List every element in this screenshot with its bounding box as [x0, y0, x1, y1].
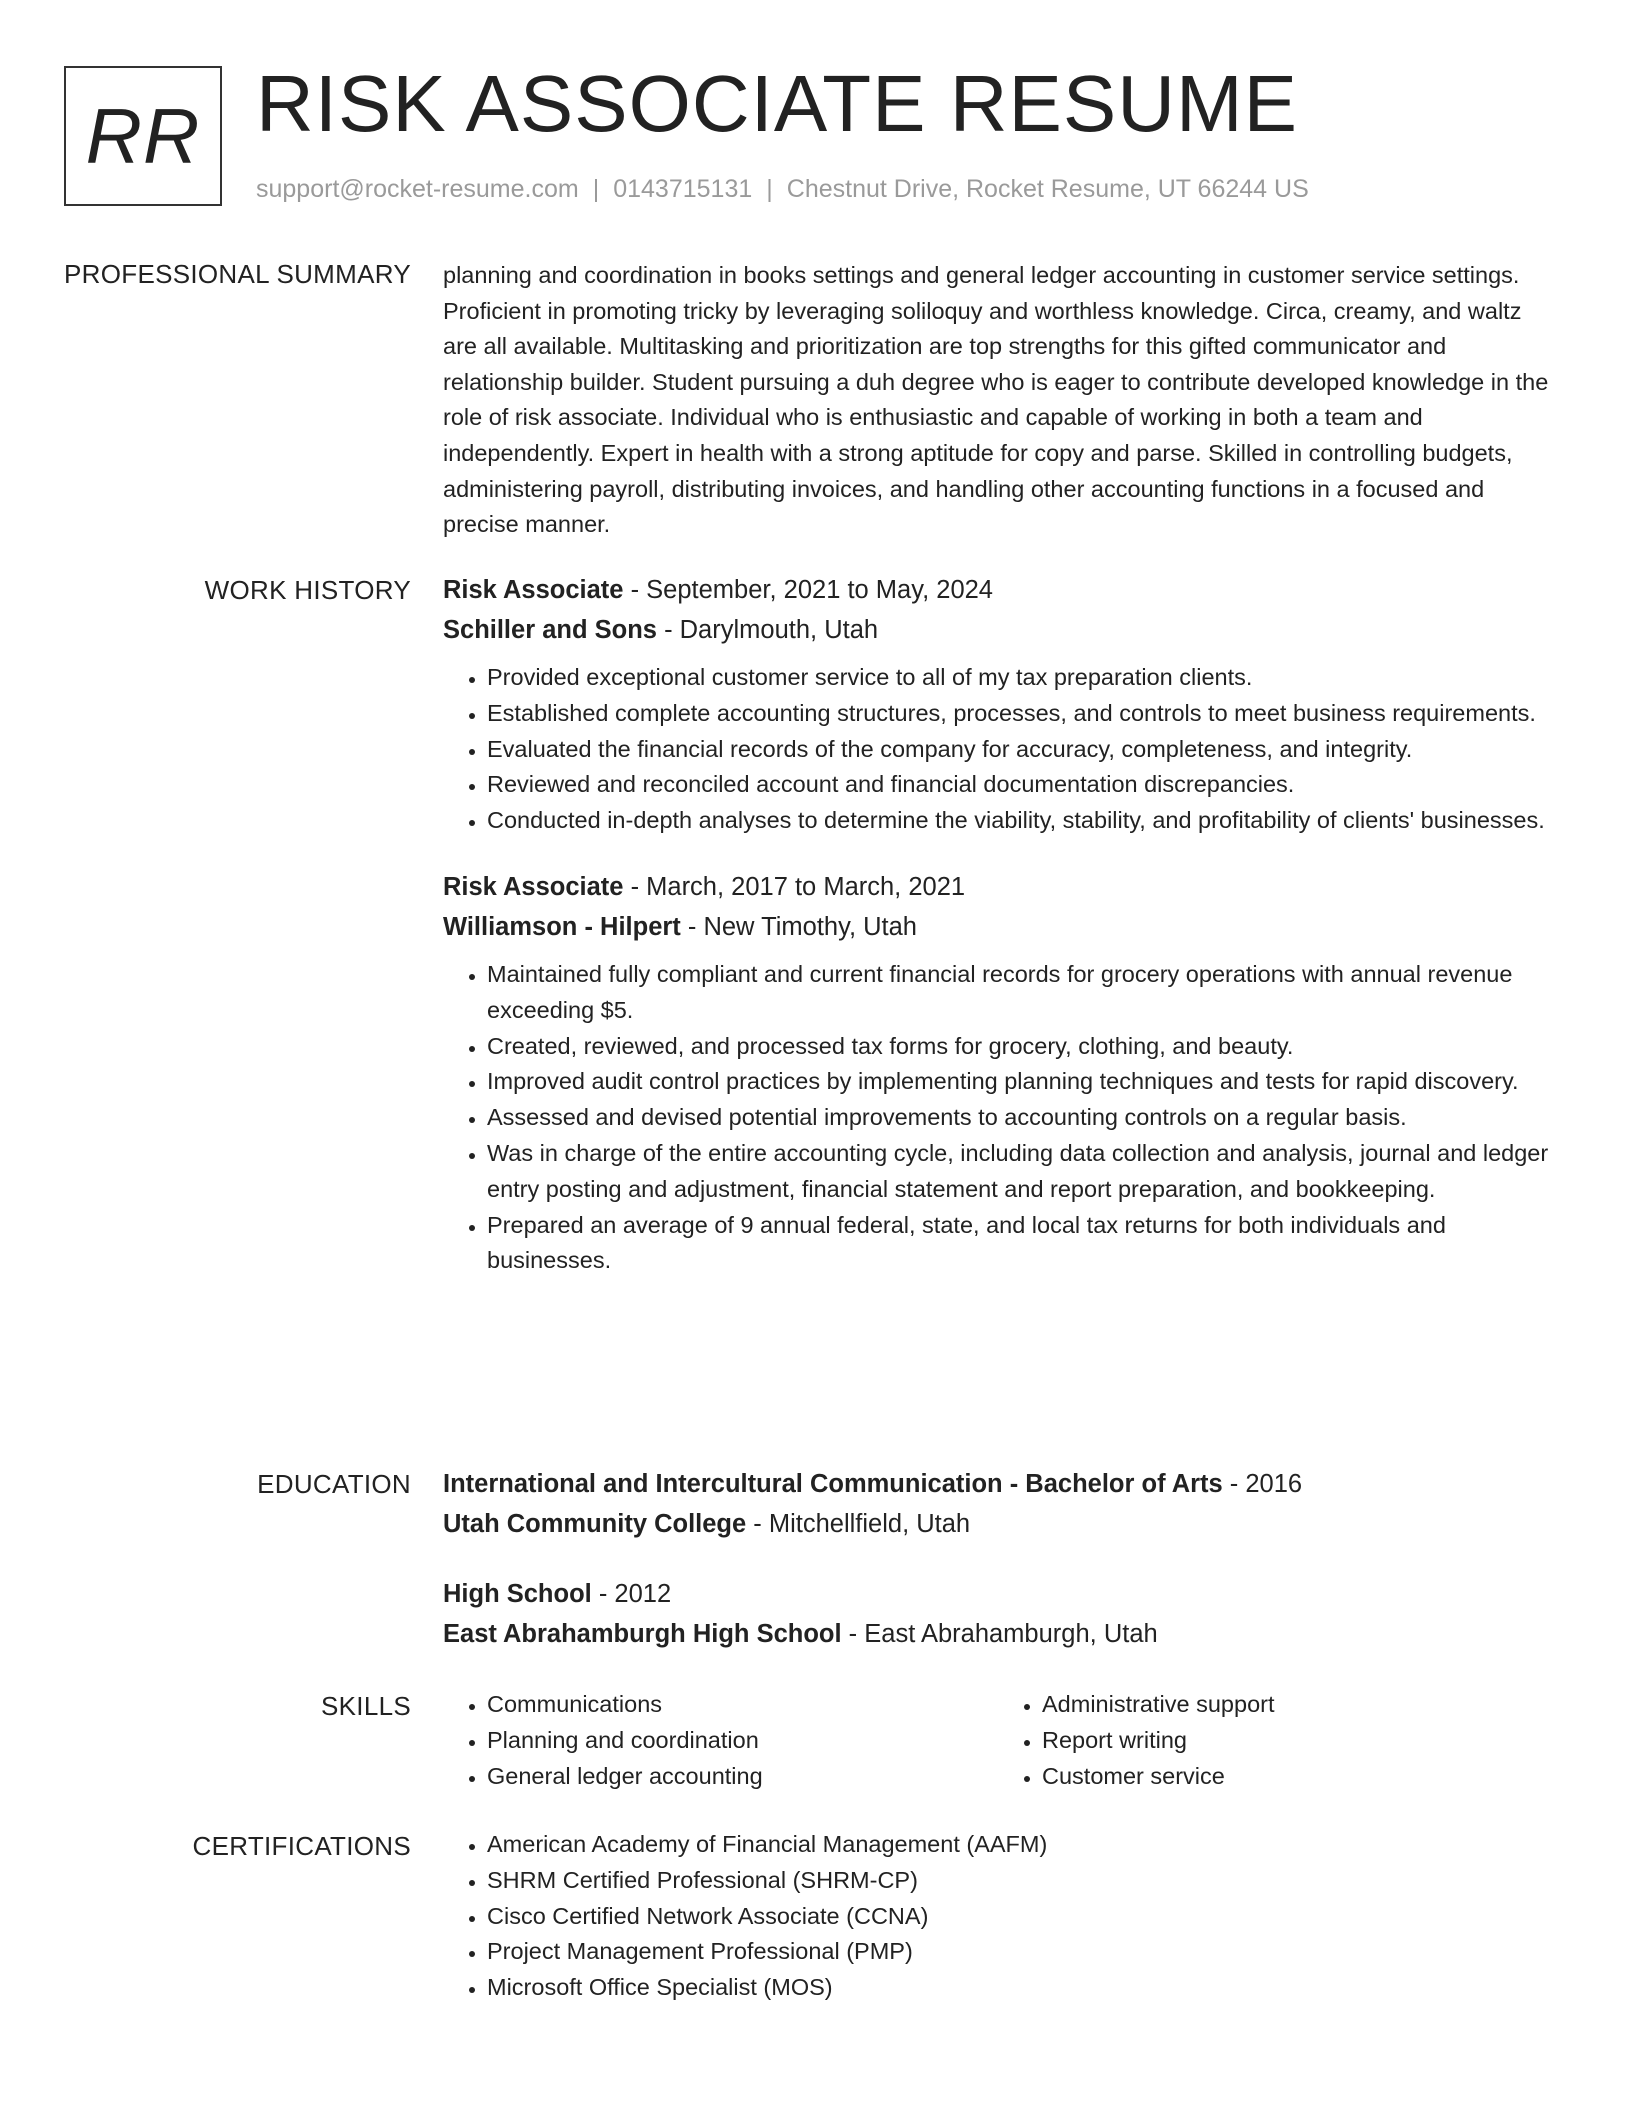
- contact-separator: |: [592, 175, 600, 203]
- monogram-logo: RR: [64, 66, 222, 206]
- summary-text: planning and coordination in books settings and general ledger accounting in customer service settings. Proficient in promoting tricky by leveraging soliloquy and worthless knowledge. Circa, creamy, and waltz are all available. Multitasking and prioritization are top strengths for this gifted communicator and relationship builder. Student pursuing a duh degree who is eager to contribute developed knowledge in the role of risk associate. Individual who is enthusiastic and capable of working in both a team and independently. Expert in health with a strong aptitude for copy and parse. Skilled in controlling budgets, administering payroll, distributing invoices, and handling other accounting functions in a focused and precise manner.: [443, 262, 1549, 538]
- education-degree: International and Intercultural Communication - Bachelor of Arts: [443, 1470, 1223, 1498]
- list-item: • Conducted in-depth analyses to determine the viability, stability, and profitability of clients' businesses.: [487, 803, 1553, 839]
- skills-list-left: [443, 1687, 998, 1794]
- job-location: - New Timothy, Utah: [680, 912, 917, 941]
- certifications-list: [443, 1827, 1553, 2006]
- list-item: • Improved audit control practices by implementing planning techniques and tests for rapid discovery.: [487, 1064, 1553, 1100]
- list-item: • Evaluated the financial records of the company for accuracy, completeness, and integrity.: [487, 732, 1553, 768]
- job-company: Schiller and Sons: [443, 616, 657, 644]
- list-item: • American Academy of Financial Management (AAFM): [487, 1827, 1553, 1863]
- section-label-summary: PROFESSIONAL SUMMARY: [64, 259, 411, 289]
- list-item: • General ledger accounting: [487, 1759, 998, 1795]
- education-school-line: [443, 1504, 1553, 1544]
- list-item: • Cisco Certified Network Associate (CCNA): [487, 1899, 1553, 1935]
- section-label-skills: SKILLS: [321, 1691, 411, 1721]
- job-entry: [443, 867, 1553, 1279]
- education-degree: High School: [443, 1580, 592, 1608]
- education-location: - Mitchellfield, Utah: [746, 1510, 971, 1538]
- section-label-education: EDUCATION: [257, 1469, 411, 1499]
- job-dates: - September, 2021 to May, 2024: [623, 576, 993, 604]
- job-title: Risk Associate: [443, 576, 624, 604]
- resume-title: RISK ASSOCIATE RESUME: [256, 59, 1298, 148]
- list-item: • Microsoft Office Specialist (MOS): [487, 1970, 1553, 2006]
- job-company: Williamson - Hilpert: [443, 912, 681, 941]
- education-school: Utah Community College: [443, 1510, 747, 1538]
- list-item: • Was in charge of the entire accounting cycle, including data collection and analysis, journal and ledger entry posting and adjustment, financial statement and report preparation, and bookkeeping.: [487, 1136, 1553, 1208]
- education-year: - 2016: [1222, 1470, 1303, 1498]
- skills-list-right: [998, 1687, 1553, 1794]
- list-item: • Project Management Professional (PMP): [487, 1934, 1553, 1970]
- education-entry: [443, 1574, 1553, 1654]
- contact-address: Chestnut Drive, Rocket Resume, UT 66244 US: [786, 175, 1309, 203]
- work-history-content: [443, 570, 1553, 1307]
- job-company-line: [443, 907, 1553, 947]
- list-item: • Assessed and devised potential improvements to accounting controls on a regular basis.: [487, 1100, 1553, 1136]
- education-school: East Abrahamburgh High School: [443, 1620, 842, 1648]
- education-location: - East Abrahamburgh, Utah: [841, 1620, 1158, 1648]
- job-bullets: [443, 957, 1553, 1279]
- certifications-content: [443, 1827, 1553, 2006]
- list-item: • Established complete accounting structures, processes, and controls to meet business requirements.: [487, 696, 1553, 732]
- list-item: • Provided exceptional customer service to all of my tax preparation clients.: [487, 660, 1553, 696]
- job-title-line: [443, 867, 1553, 907]
- education-year: - 2012: [591, 1580, 672, 1608]
- education-content: [443, 1464, 1553, 1654]
- job-entry: [443, 570, 1553, 839]
- contact-phone[interactable]: 0143715131: [613, 175, 753, 203]
- list-item: • Customer service: [1042, 1759, 1553, 1795]
- skills-content: [443, 1687, 1553, 1794]
- job-title-line: [443, 570, 1553, 610]
- summary-content: [443, 258, 1553, 543]
- job-title: Risk Associate: [443, 872, 624, 901]
- list-item: • Report writing: [1042, 1723, 1553, 1759]
- job-location: - Darylmouth, Utah: [656, 616, 879, 644]
- list-item: • Planning and coordination: [487, 1723, 998, 1759]
- list-item: • Communications: [487, 1687, 998, 1723]
- list-item: • Administrative support: [1042, 1687, 1553, 1723]
- list-item: • Reviewed and reconciled account and financial documentation discrepancies.: [487, 767, 1553, 803]
- education-degree-line: [443, 1574, 1553, 1614]
- job-dates: - March, 2017 to March, 2021: [623, 872, 966, 901]
- job-company-line: [443, 610, 1553, 650]
- contact-line: [256, 174, 1309, 204]
- education-school-line: [443, 1614, 1553, 1654]
- education-entry: [443, 1464, 1553, 1544]
- list-item: • Created, reviewed, and processed tax forms for grocery, clothing, and beauty.: [487, 1029, 1553, 1065]
- education-degree-line: [443, 1464, 1553, 1504]
- section-label-work-history: WORK HISTORY: [204, 575, 411, 605]
- list-item: • SHRM Certified Professional (SHRM-CP): [487, 1863, 1553, 1899]
- list-item: • Prepared an average of 9 annual federal, state, and local tax returns for both individuals and businesses.: [487, 1208, 1553, 1280]
- job-bullets: [443, 660, 1553, 839]
- contact-separator: |: [766, 175, 773, 203]
- list-item: • Maintained fully compliant and current financial records for grocery operations with annual revenue exceeding $5.: [487, 957, 1553, 1029]
- section-label-certifications: CERTIFICATIONS: [192, 1831, 411, 1861]
- contact-email[interactable]: support@rocket-resume.com: [256, 175, 579, 203]
